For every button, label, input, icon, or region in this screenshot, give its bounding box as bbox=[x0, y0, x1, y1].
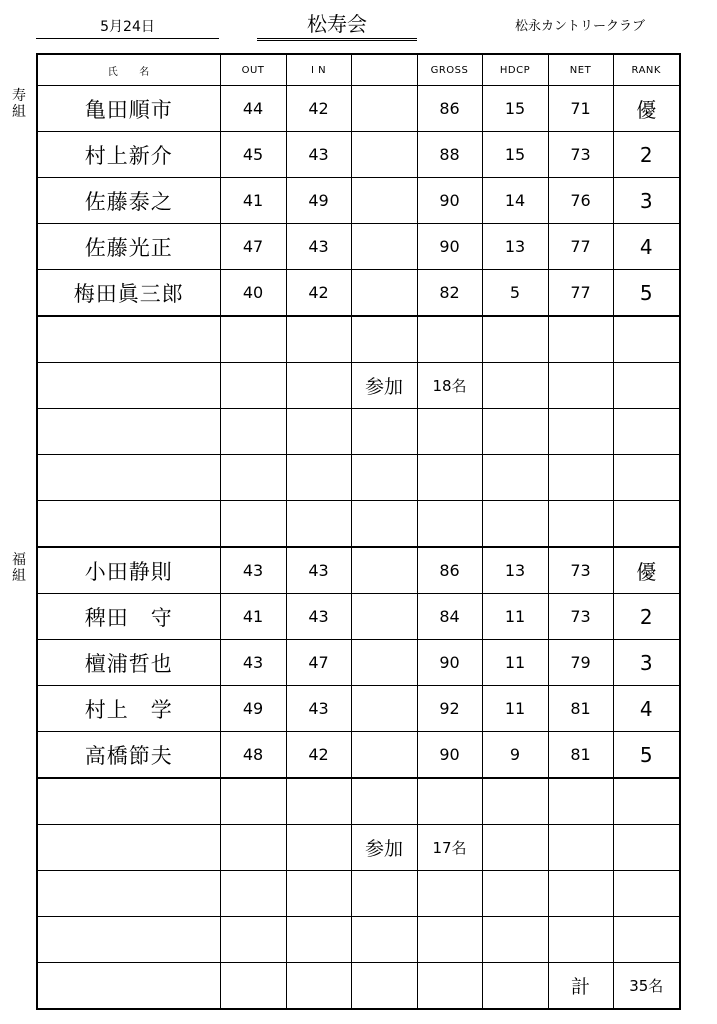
empty-cell bbox=[548, 917, 613, 963]
blank-cell bbox=[351, 178, 417, 224]
participants-label: 参加 bbox=[351, 363, 417, 409]
empty-cell bbox=[351, 963, 417, 1010]
participants-row bbox=[37, 363, 680, 409]
empty-cell bbox=[417, 501, 482, 548]
score-in: 43 bbox=[286, 132, 351, 178]
event-date: 5月24日 bbox=[36, 16, 219, 39]
score-net: 77 bbox=[548, 270, 613, 317]
empty-cell bbox=[286, 963, 351, 1010]
score-net: 76 bbox=[548, 178, 613, 224]
empty-cell bbox=[613, 363, 680, 409]
score-hdcp: 14 bbox=[482, 178, 548, 224]
score-net: 79 bbox=[548, 640, 613, 686]
blank-cell bbox=[351, 686, 417, 732]
empty-cell bbox=[482, 778, 548, 825]
empty-cell bbox=[220, 963, 286, 1010]
score-hdcp: 11 bbox=[482, 640, 548, 686]
empty-cell bbox=[548, 363, 613, 409]
col-out-header: OUT bbox=[220, 54, 286, 86]
empty-cell bbox=[286, 501, 351, 548]
table-row bbox=[37, 86, 680, 132]
empty-cell bbox=[482, 825, 548, 871]
empty-cell bbox=[548, 316, 613, 363]
empty-cell bbox=[37, 778, 220, 825]
table-row bbox=[37, 640, 680, 686]
empty-cell bbox=[548, 409, 613, 455]
score-out: 43 bbox=[220, 547, 286, 594]
empty-cell bbox=[482, 963, 548, 1010]
group-label-char: 組 bbox=[12, 568, 26, 584]
empty-cell bbox=[351, 316, 417, 363]
empty-cell bbox=[220, 363, 286, 409]
group-label-char: 寿 bbox=[12, 88, 26, 104]
score-net: 81 bbox=[548, 732, 613, 779]
column-header-row bbox=[37, 54, 680, 86]
empty-cell bbox=[548, 455, 613, 501]
player-rank: 5 bbox=[613, 270, 680, 317]
empty-cell bbox=[286, 363, 351, 409]
col-hdcp-header: HDCP bbox=[482, 54, 548, 86]
score-out: 40 bbox=[220, 270, 286, 317]
empty-cell bbox=[37, 825, 220, 871]
empty-cell bbox=[482, 409, 548, 455]
empty-cell bbox=[351, 409, 417, 455]
score-gross: 90 bbox=[417, 178, 482, 224]
blank-cell bbox=[351, 594, 417, 640]
col-net-header: NET bbox=[548, 54, 613, 86]
blank-cell bbox=[351, 270, 417, 317]
player-rank: 優 bbox=[613, 547, 680, 594]
empty-cell bbox=[548, 871, 613, 917]
score-in: 43 bbox=[286, 547, 351, 594]
empty-cell bbox=[220, 778, 286, 825]
score-gross: 90 bbox=[417, 732, 482, 779]
empty-cell bbox=[482, 871, 548, 917]
score-in: 47 bbox=[286, 640, 351, 686]
group-label-fuku bbox=[10, 552, 28, 584]
empty-cell bbox=[613, 917, 680, 963]
group-label-char: 福 bbox=[12, 552, 26, 568]
empty-cell bbox=[482, 501, 548, 548]
participants-count: 17名 bbox=[417, 825, 482, 871]
group-label-kotobuki bbox=[10, 88, 28, 120]
empty-cell bbox=[220, 409, 286, 455]
empty-row bbox=[37, 871, 680, 917]
empty-cell bbox=[351, 778, 417, 825]
score-out: 45 bbox=[220, 132, 286, 178]
score-hdcp: 13 bbox=[482, 224, 548, 270]
score-in: 43 bbox=[286, 594, 351, 640]
empty-cell bbox=[482, 316, 548, 363]
score-out: 49 bbox=[220, 686, 286, 732]
empty-cell bbox=[220, 316, 286, 363]
empty-cell bbox=[613, 825, 680, 871]
score-in: 42 bbox=[286, 732, 351, 779]
player-rank: 3 bbox=[613, 640, 680, 686]
empty-cell bbox=[37, 363, 220, 409]
empty-cell bbox=[351, 917, 417, 963]
score-in: 42 bbox=[286, 270, 351, 317]
empty-cell bbox=[286, 316, 351, 363]
score-gross: 86 bbox=[417, 86, 482, 132]
score-hdcp: 5 bbox=[482, 270, 548, 317]
score-gross: 92 bbox=[417, 686, 482, 732]
player-name: 檀浦哲也 bbox=[37, 640, 220, 686]
score-in: 49 bbox=[286, 178, 351, 224]
score-in: 43 bbox=[286, 686, 351, 732]
score-out: 44 bbox=[220, 86, 286, 132]
player-name: 稗田 守 bbox=[37, 594, 220, 640]
group-label-char: 組 bbox=[12, 104, 26, 120]
empty-cell bbox=[482, 455, 548, 501]
empty-cell bbox=[220, 825, 286, 871]
empty-cell bbox=[482, 363, 548, 409]
empty-cell bbox=[613, 455, 680, 501]
table-row bbox=[37, 224, 680, 270]
total-row bbox=[37, 963, 680, 1010]
empty-cell bbox=[417, 316, 482, 363]
table-row bbox=[37, 686, 680, 732]
score-out: 43 bbox=[220, 640, 286, 686]
blank-cell bbox=[351, 224, 417, 270]
score-hdcp: 11 bbox=[482, 686, 548, 732]
score-out: 41 bbox=[220, 178, 286, 224]
empty-cell bbox=[351, 871, 417, 917]
empty-cell bbox=[286, 917, 351, 963]
empty-cell bbox=[220, 455, 286, 501]
table-row bbox=[37, 547, 680, 594]
empty-cell bbox=[37, 501, 220, 548]
score-out: 47 bbox=[220, 224, 286, 270]
score-hdcp: 15 bbox=[482, 132, 548, 178]
participants-row bbox=[37, 825, 680, 871]
empty-cell bbox=[417, 778, 482, 825]
score-gross: 86 bbox=[417, 547, 482, 594]
blank-cell bbox=[351, 732, 417, 779]
player-rank: 2 bbox=[613, 594, 680, 640]
empty-cell bbox=[417, 871, 482, 917]
score-hdcp: 11 bbox=[482, 594, 548, 640]
empty-row bbox=[37, 316, 680, 363]
empty-cell bbox=[548, 825, 613, 871]
col-rank-header: RANK bbox=[613, 54, 680, 86]
empty-cell bbox=[351, 501, 417, 548]
empty-cell bbox=[37, 409, 220, 455]
score-net: 73 bbox=[548, 547, 613, 594]
total-count: 35名 bbox=[613, 963, 680, 1010]
score-out: 48 bbox=[220, 732, 286, 779]
empty-cell bbox=[417, 409, 482, 455]
blank-cell bbox=[351, 640, 417, 686]
empty-cell bbox=[37, 871, 220, 917]
col-gross-header: GROSS bbox=[417, 54, 482, 86]
empty-cell bbox=[37, 316, 220, 363]
score-in: 42 bbox=[286, 86, 351, 132]
empty-row bbox=[37, 455, 680, 501]
empty-cell bbox=[286, 871, 351, 917]
score-gross: 88 bbox=[417, 132, 482, 178]
empty-cell bbox=[220, 871, 286, 917]
score-in: 43 bbox=[286, 224, 351, 270]
empty-cell bbox=[37, 455, 220, 501]
player-rank: 4 bbox=[613, 224, 680, 270]
empty-row bbox=[37, 778, 680, 825]
total-label: 計 bbox=[548, 963, 613, 1010]
blank-cell bbox=[351, 86, 417, 132]
empty-row bbox=[37, 501, 680, 548]
player-rank: 優 bbox=[613, 86, 680, 132]
table-row bbox=[37, 732, 680, 779]
col-blank-header bbox=[351, 54, 417, 86]
empty-row bbox=[37, 409, 680, 455]
empty-cell bbox=[417, 455, 482, 501]
player-name: 梅田眞三郎 bbox=[37, 270, 220, 317]
blank-cell bbox=[351, 547, 417, 594]
empty-cell bbox=[548, 501, 613, 548]
empty-cell bbox=[613, 778, 680, 825]
score-gross: 82 bbox=[417, 270, 482, 317]
empty-cell bbox=[37, 917, 220, 963]
event-title: 松寿会 bbox=[257, 10, 417, 41]
score-net: 81 bbox=[548, 686, 613, 732]
empty-cell bbox=[286, 455, 351, 501]
score-gross: 90 bbox=[417, 640, 482, 686]
player-rank: 5 bbox=[613, 732, 680, 779]
empty-cell bbox=[417, 917, 482, 963]
empty-cell bbox=[220, 501, 286, 548]
col-in-header: I N bbox=[286, 54, 351, 86]
player-name: 佐藤光正 bbox=[37, 224, 220, 270]
empty-cell bbox=[613, 316, 680, 363]
empty-cell bbox=[548, 778, 613, 825]
empty-cell bbox=[220, 917, 286, 963]
score-net: 71 bbox=[548, 86, 613, 132]
table-row bbox=[37, 270, 680, 317]
table-row bbox=[37, 132, 680, 178]
empty-cell bbox=[417, 963, 482, 1010]
empty-cell bbox=[37, 963, 220, 1010]
table-row bbox=[37, 594, 680, 640]
empty-row bbox=[37, 917, 680, 963]
club-name: 松永カントリークラブ bbox=[514, 19, 645, 34]
score-out: 41 bbox=[220, 594, 286, 640]
player-name: 村上新介 bbox=[37, 132, 220, 178]
score-net: 73 bbox=[548, 594, 613, 640]
score-hdcp: 13 bbox=[482, 547, 548, 594]
participants-label: 参加 bbox=[351, 825, 417, 871]
empty-cell bbox=[613, 871, 680, 917]
score-hdcp: 9 bbox=[482, 732, 548, 779]
empty-cell bbox=[286, 825, 351, 871]
player-name: 亀田順市 bbox=[37, 86, 220, 132]
player-name: 佐藤泰之 bbox=[37, 178, 220, 224]
score-table bbox=[36, 53, 681, 1010]
col-name-header: 氏 名 bbox=[37, 54, 220, 86]
score-gross: 84 bbox=[417, 594, 482, 640]
player-rank: 4 bbox=[613, 686, 680, 732]
empty-cell bbox=[613, 409, 680, 455]
participants-count: 18名 bbox=[417, 363, 482, 409]
player-name: 高橋節夫 bbox=[37, 732, 220, 779]
empty-cell bbox=[351, 455, 417, 501]
table-row bbox=[37, 178, 680, 224]
score-gross: 90 bbox=[417, 224, 482, 270]
player-name: 小田静則 bbox=[37, 547, 220, 594]
score-net: 73 bbox=[548, 132, 613, 178]
empty-cell bbox=[482, 917, 548, 963]
player-rank: 3 bbox=[613, 178, 680, 224]
empty-cell bbox=[286, 409, 351, 455]
empty-cell bbox=[286, 778, 351, 825]
player-rank: 2 bbox=[613, 132, 680, 178]
score-hdcp: 15 bbox=[482, 86, 548, 132]
blank-cell bbox=[351, 132, 417, 178]
player-name: 村上 学 bbox=[37, 686, 220, 732]
empty-cell bbox=[613, 501, 680, 548]
score-net: 77 bbox=[548, 224, 613, 270]
